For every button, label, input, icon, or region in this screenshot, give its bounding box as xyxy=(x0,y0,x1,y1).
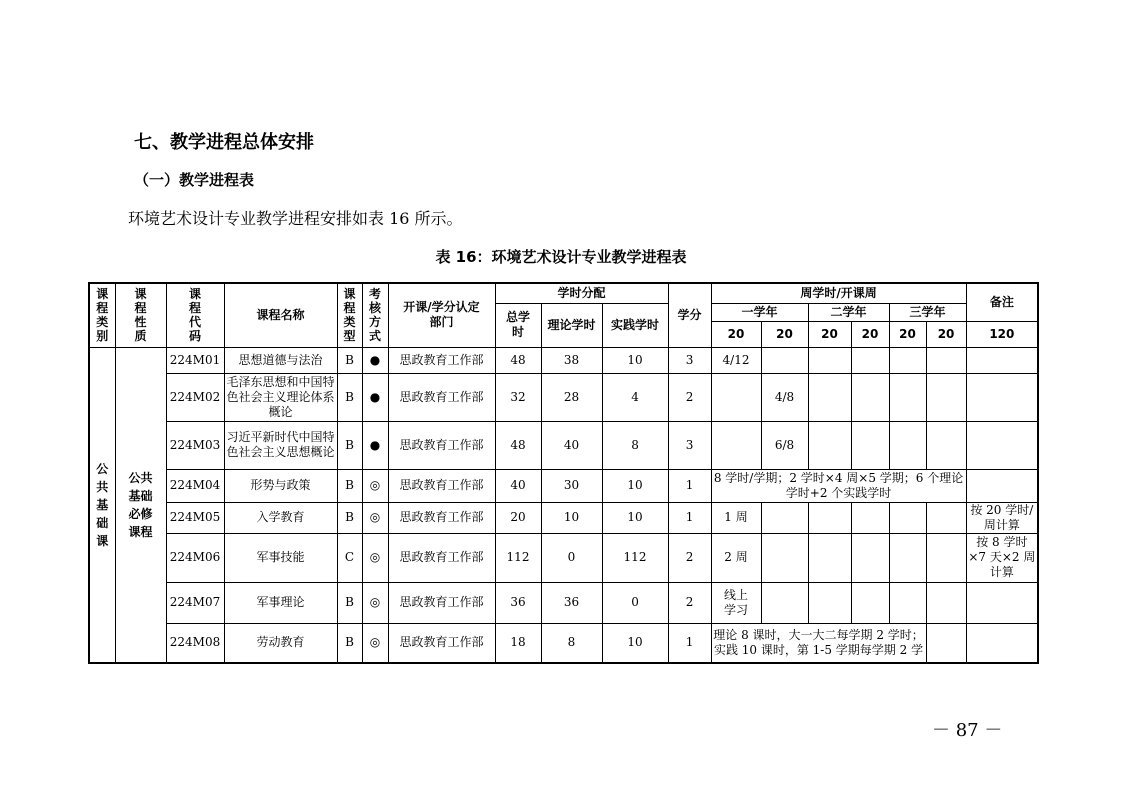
course-code: 224M05 xyxy=(166,502,224,533)
total-hours: 48 xyxy=(495,347,541,373)
semester-3 xyxy=(808,582,851,623)
practice-hours: 10 xyxy=(602,347,668,373)
total-hours: 40 xyxy=(495,469,541,502)
theory-hours: 8 xyxy=(541,623,602,663)
header-year3: 三学年 xyxy=(889,303,966,321)
course-code: 224M08 xyxy=(166,623,224,663)
course-type: B xyxy=(337,421,362,469)
semester-1: 4/12 xyxy=(711,347,761,373)
header-category: 课程类别 xyxy=(89,283,115,347)
table-row xyxy=(89,502,1038,533)
table-row xyxy=(89,373,1038,421)
header-remark-weeks: 120 xyxy=(966,321,1038,347)
theory-hours: 38 xyxy=(541,347,602,373)
header-practice: 实践学时 xyxy=(602,303,668,347)
course-type: C xyxy=(337,533,362,582)
total-hours: 112 xyxy=(495,533,541,582)
practice-hours: 0 xyxy=(602,582,668,623)
header-remark: 备注 xyxy=(966,283,1038,321)
semester-5 xyxy=(889,502,926,533)
practice-hours: 10 xyxy=(602,469,668,502)
course-name: 劳动教育 xyxy=(224,623,337,663)
semester-4 xyxy=(851,373,889,421)
total-hours: 32 xyxy=(495,373,541,421)
semester-5 xyxy=(889,421,926,469)
semester-4 xyxy=(851,347,889,373)
table-row xyxy=(89,421,1038,469)
remark-cell xyxy=(966,421,1038,469)
remark-cell xyxy=(966,373,1038,421)
course-name: 毛泽东思想和中国特色社会主义理论体系概论 xyxy=(224,373,337,421)
course-code: 224M07 xyxy=(166,582,224,623)
semester-2 xyxy=(761,347,808,373)
semester-6 xyxy=(926,533,966,582)
schedule-note: 8 学时/学期；2 学时×4 周×5 学期；6 个理论学时+2 个实践学时 xyxy=(711,469,966,502)
header-week: 20 xyxy=(851,321,889,347)
semester-4 xyxy=(851,582,889,623)
practice-hours: 10 xyxy=(602,502,668,533)
course-type: B xyxy=(337,373,362,421)
semester-6 xyxy=(926,421,966,469)
practice-hours: 112 xyxy=(602,533,668,582)
course-dept: 思政教育工作部 xyxy=(388,623,495,663)
semester-4 xyxy=(851,502,889,533)
assess-mark: ◎ xyxy=(362,582,388,623)
semester-2 xyxy=(761,533,808,582)
semester-3 xyxy=(808,502,851,533)
course-dept: 思政教育工作部 xyxy=(388,347,495,373)
course-type: B xyxy=(337,582,362,623)
subsection-heading: （一）教学进程表 xyxy=(134,171,255,189)
course-code: 224M04 xyxy=(166,469,224,502)
section-heading: 七、教学进程总体安排 xyxy=(134,132,314,153)
semester-6 xyxy=(926,373,966,421)
course-dept: 思政教育工作部 xyxy=(388,582,495,623)
theory-hours: 30 xyxy=(541,469,602,502)
table-row xyxy=(89,469,1038,502)
header-assess: 考核方式 xyxy=(362,283,388,347)
course-type: B xyxy=(337,347,362,373)
semester-3 xyxy=(808,421,851,469)
practice-hours: 10 xyxy=(602,623,668,663)
course-code: 224M06 xyxy=(166,533,224,582)
credit: 2 xyxy=(668,373,711,421)
assess-mark: ● xyxy=(362,421,388,469)
total-hours: 20 xyxy=(495,502,541,533)
practice-hours: 8 xyxy=(602,421,668,469)
course-name: 思想道德与法治 xyxy=(224,347,337,373)
theory-hours: 10 xyxy=(541,502,602,533)
semester-5 xyxy=(889,582,926,623)
header-weekly-group: 周学时/开课周 xyxy=(711,283,966,303)
course-type: B xyxy=(337,469,362,502)
schedule-note: 理论 8 课时，大一大二每学期 2 学时；实践 10 课时，第 1-5 学期每学期 2 学 xyxy=(711,623,926,663)
semester-2: 4/8 xyxy=(761,373,808,421)
credit: 3 xyxy=(668,347,711,373)
table-row xyxy=(89,347,1038,373)
semester-1: 2 周 xyxy=(711,533,761,582)
header-dept: 开课/学分认定部门 xyxy=(388,283,495,347)
theory-hours: 36 xyxy=(541,582,602,623)
semester-5 xyxy=(889,347,926,373)
header-week: 20 xyxy=(889,321,926,347)
course-dept: 思政教育工作部 xyxy=(388,373,495,421)
header-week: 20 xyxy=(711,321,761,347)
theory-hours: 0 xyxy=(541,533,602,582)
table-row xyxy=(89,582,1038,623)
semester-3 xyxy=(808,533,851,582)
course-type: B xyxy=(337,623,362,663)
semester-6 xyxy=(926,623,966,663)
header-week: 20 xyxy=(808,321,851,347)
remark-cell xyxy=(966,347,1038,373)
assess-mark: ● xyxy=(362,373,388,421)
course-dept: 思政教育工作部 xyxy=(388,533,495,582)
semester-6 xyxy=(926,582,966,623)
intro-paragraph: 环境艺术设计专业教学进程安排如表 16 所示。 xyxy=(128,209,463,228)
remark-cell xyxy=(966,582,1038,623)
header-nature: 课程性质 xyxy=(115,283,166,347)
header-total: 总学时 xyxy=(495,303,541,347)
semester-2 xyxy=(761,502,808,533)
header-hours-group: 学时分配 xyxy=(495,283,668,303)
semester-5 xyxy=(889,533,926,582)
course-name: 习近平新时代中国特色社会主义思想概论 xyxy=(224,421,337,469)
remark-cell: 按 20 学时/周计算 xyxy=(966,502,1038,533)
remark-cell xyxy=(966,469,1038,502)
semester-3 xyxy=(808,347,851,373)
semester-4 xyxy=(851,421,889,469)
course-name: 军事理论 xyxy=(224,582,337,623)
remark-cell xyxy=(966,623,1038,663)
semester-5 xyxy=(889,373,926,421)
theory-hours: 40 xyxy=(541,421,602,469)
semester-1 xyxy=(711,421,761,469)
table-row xyxy=(89,533,1038,582)
table-caption: 表 16：环境艺术设计专业教学进程表 xyxy=(435,248,687,266)
assess-mark: ◎ xyxy=(362,533,388,582)
semester-1: 1 周 xyxy=(711,502,761,533)
course-dept: 思政教育工作部 xyxy=(388,421,495,469)
remark-cell: 按 8 学时×7 天×2 周计算 xyxy=(966,533,1038,582)
semester-6 xyxy=(926,502,966,533)
header-credit: 学分 xyxy=(668,283,711,347)
assess-mark: ◎ xyxy=(362,502,388,533)
teaching-schedule-table xyxy=(88,282,1039,664)
practice-hours: 4 xyxy=(602,373,668,421)
course-code: 224M03 xyxy=(166,421,224,469)
nature-cell: 公共基础必修课程 xyxy=(115,347,166,663)
table-row xyxy=(89,623,1038,663)
total-hours: 48 xyxy=(495,421,541,469)
credit: 3 xyxy=(668,421,711,469)
total-hours: 18 xyxy=(495,623,541,663)
assess-mark: ● xyxy=(362,347,388,373)
credit: 2 xyxy=(668,582,711,623)
semester-4 xyxy=(851,533,889,582)
page-number: － 87 － xyxy=(932,720,1003,741)
header-theory: 理论学时 xyxy=(541,303,602,347)
course-name: 形势与政策 xyxy=(224,469,337,502)
header-name: 课程名称 xyxy=(224,283,337,347)
assess-mark: ◎ xyxy=(362,469,388,502)
credit: 1 xyxy=(668,623,711,663)
credit: 1 xyxy=(668,469,711,502)
course-dept: 思政教育工作部 xyxy=(388,502,495,533)
course-code: 224M02 xyxy=(166,373,224,421)
category-cell: 公共基础课 xyxy=(89,347,115,663)
semester-6 xyxy=(926,347,966,373)
assess-mark: ◎ xyxy=(362,623,388,663)
header-year2: 二学年 xyxy=(808,303,889,321)
course-name: 军事技能 xyxy=(224,533,337,582)
header-type: 课程类型 xyxy=(337,283,362,347)
semester-1: 线上学习 xyxy=(711,582,761,623)
header-week: 20 xyxy=(926,321,966,347)
total-hours: 36 xyxy=(495,582,541,623)
course-code: 224M01 xyxy=(166,347,224,373)
credit: 1 xyxy=(668,502,711,533)
header-year1: 一学年 xyxy=(711,303,808,321)
semester-1 xyxy=(711,373,761,421)
header-week: 20 xyxy=(761,321,808,347)
semester-3 xyxy=(808,373,851,421)
header-code: 课程代码 xyxy=(166,283,224,347)
theory-hours: 28 xyxy=(541,373,602,421)
credit: 2 xyxy=(668,533,711,582)
course-dept: 思政教育工作部 xyxy=(388,469,495,502)
course-type: B xyxy=(337,502,362,533)
semester-2: 6/8 xyxy=(761,421,808,469)
semester-2 xyxy=(761,582,808,623)
course-name: 入学教育 xyxy=(224,502,337,533)
